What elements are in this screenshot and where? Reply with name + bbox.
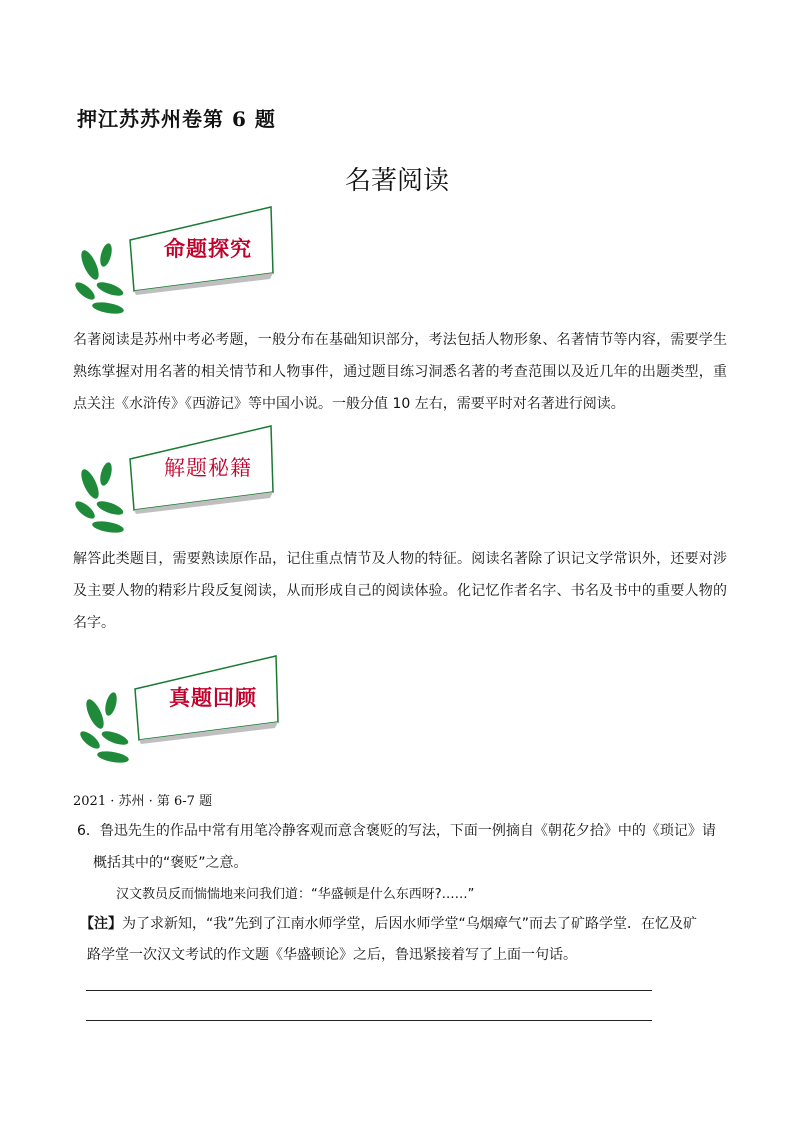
answer-line-1[interactable]: [86, 990, 652, 991]
note-line-2: 路学堂一次汉文考试的作文题《华盛顿论》之后，鲁迅紧接着写了上面一句话。: [87, 947, 577, 963]
note-text: 为了求新知，“我”先到了江南水师学堂，后因水师学堂“乌烟瘴气”而去了矿路学堂．在忆及矿: [122, 916, 698, 932]
quoted-passage: 汉文教员反而惴惴地来问我们道：“华盛顿是什么东西呀?……”: [116, 887, 475, 902]
question-stem-line-1: 6．鲁迅先生的作品中常有用笔冷静客观而意含褒贬的写法，下面一例摘自《朝花夕拾》中的《琐记》请: [77, 823, 716, 839]
badge-label: 解题秘籍: [164, 456, 252, 480]
leaf-banner-icon: [75, 654, 305, 774]
section-badge-review: [75, 654, 305, 774]
question-stem-line-2: 概括其中的“褒贬”之意。: [93, 855, 248, 871]
badge-label: 命题探究: [164, 236, 252, 261]
leaf-banner-icon: [70, 424, 300, 544]
leaf-banner-icon: [70, 205, 300, 325]
answer-line-2[interactable]: [86, 1020, 652, 1021]
section-paragraph-tips: 解答此类题目，需要熟读原作品，记住重点情节及人物的特征。阅读名著除了识记文学常识外，还要对涉及主要人物的精彩片段反复阅读，从而形成自己的阅读体验。化记忆作者名字、书名及书中的重要人物的名字。: [73, 551, 727, 631]
section-badge-tips: [70, 424, 300, 544]
note-label: 【注】: [80, 916, 122, 932]
question-source: 2021 · 苏州 · 第 6-7 题: [73, 794, 213, 809]
section-badge-proposition: [70, 205, 300, 325]
note-line-1: [80, 913, 697, 933]
section-paragraph-proposition: 名著阅读是苏州中考必考题，一般分布在基础知识部分，考法包括人物形象、名著情节等内容，需要学生熟练掌握对用名著的相关情节和人物事件，通过题目练习洞悉名著的考查范围以及近几年的出题类型，重点关注《水浒传》《西游记》等中国小说。一般分值 10 左右，需要平时对名著进行阅读。: [73, 332, 727, 412]
document-header-title: 押江苏苏州卷第 6 题: [77, 107, 276, 131]
page-title: 名著阅读: [344, 166, 449, 196]
badge-label: 真题回顾: [169, 685, 257, 710]
